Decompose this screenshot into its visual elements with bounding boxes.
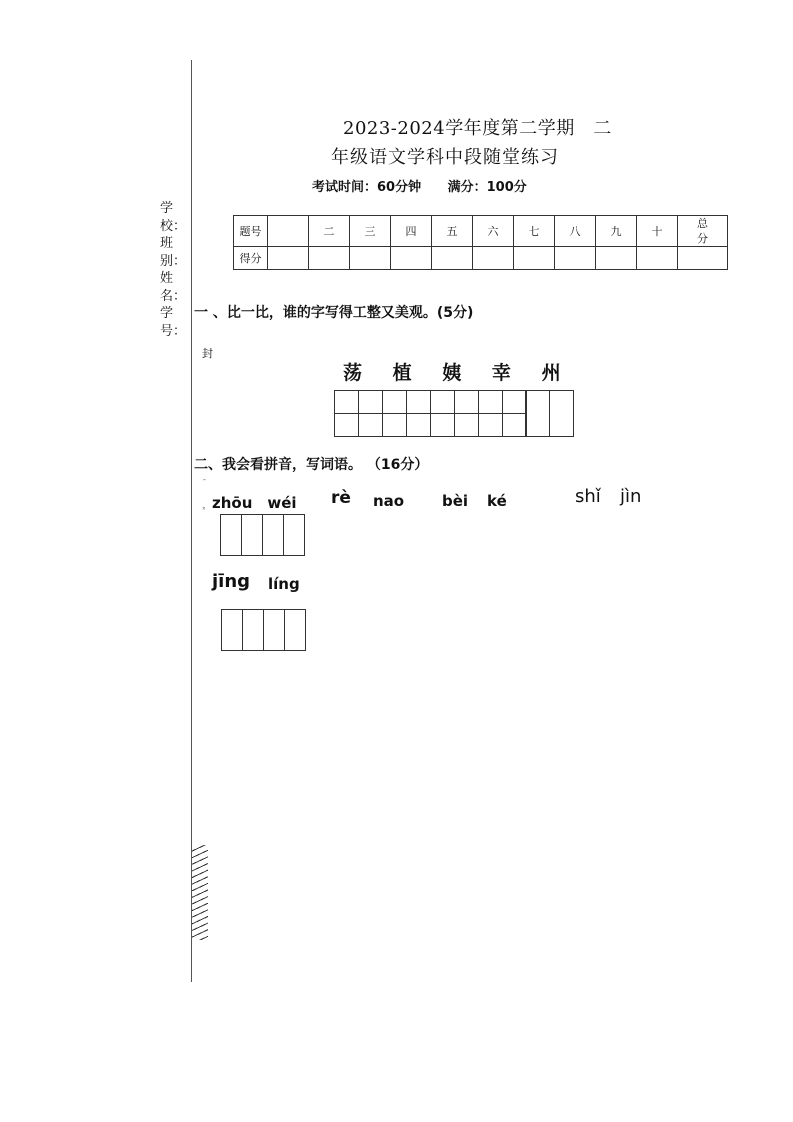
answer-box[interactable] — [263, 515, 284, 555]
writing-cell[interactable] — [359, 414, 383, 437]
score-cell[interactable] — [432, 247, 473, 270]
score-table — [233, 215, 728, 270]
side-label: 学 — [160, 306, 174, 321]
writing-cell[interactable] — [479, 414, 503, 437]
answer-box[interactable] — [284, 515, 304, 555]
row-label-question: 题号 — [234, 216, 268, 247]
full-score: 满分：100分 — [447, 180, 527, 195]
student-info-labels — [160, 200, 187, 340]
writing-cell[interactable] — [335, 414, 359, 437]
answer-box[interactable] — [221, 515, 242, 555]
side-label: 学 — [160, 201, 174, 216]
title-line-2: 年级语文学科中段随堂练习 — [331, 147, 559, 168]
side-label: 校： — [160, 218, 187, 234]
practice-char: 姨 — [442, 362, 462, 384]
answer-boxes-1 — [220, 514, 305, 556]
section-1-title: 一 、比一比，谁的字写得工整又美观。(5分) — [194, 305, 474, 321]
writing-cell[interactable] — [455, 414, 479, 437]
score-cell[interactable] — [350, 247, 391, 270]
total-label — [678, 216, 728, 247]
practice-char: 植 — [392, 362, 412, 384]
score-cell[interactable] — [596, 247, 637, 270]
practice-char: 幸 — [491, 362, 511, 384]
exam-time: 考试时间：60分钟 — [312, 180, 422, 195]
total-score-cell[interactable] — [678, 247, 728, 270]
pinyin-bei: bèi — [442, 492, 469, 510]
writing-cell[interactable] — [526, 391, 550, 437]
answer-box[interactable] — [264, 610, 285, 650]
section-2-title: 二、我会看拼音，写词语。 （16分） — [194, 457, 429, 473]
title-line-1: 2023-2024学年度第二学期 二 — [343, 118, 612, 139]
question-number: 八 — [555, 216, 596, 247]
score-cell[interactable] — [268, 247, 309, 270]
answer-boxes-2 — [221, 609, 306, 651]
binding-line — [191, 60, 192, 982]
side-label: 姓 — [160, 271, 174, 286]
pinyin-zhou-wei: zhōu wéi — [212, 494, 297, 512]
question-number — [268, 216, 309, 247]
writing-cell[interactable] — [431, 414, 455, 437]
answer-box[interactable] — [222, 610, 243, 650]
question-number: 三 — [350, 216, 391, 247]
pinyin-jin: jìn — [620, 486, 642, 507]
writing-cell[interactable] — [359, 391, 383, 414]
score-cell[interactable] — [309, 247, 350, 270]
score-cell[interactable] — [555, 247, 596, 270]
practice-characters — [343, 358, 585, 385]
question-number: 六 — [473, 216, 514, 247]
writing-cell[interactable] — [383, 391, 407, 414]
practice-char: 州 — [541, 362, 561, 384]
total-label-bottom: 分 — [697, 232, 708, 245]
pinyin-jing: jīng — [212, 571, 251, 592]
side-label: 别： — [160, 253, 187, 269]
question-number: 四 — [391, 216, 432, 247]
answer-box[interactable] — [243, 610, 264, 650]
total-label-top: 总 — [697, 217, 708, 230]
pinyin-re: rè — [331, 488, 351, 508]
score-cell[interactable] — [514, 247, 555, 270]
binding-hatch-marks — [192, 845, 208, 940]
question-number: 五 — [432, 216, 473, 247]
pinyin-ling: líng — [268, 575, 300, 593]
score-cell[interactable] — [473, 247, 514, 270]
writing-grid-tall — [525, 390, 574, 437]
question-number: 九 — [596, 216, 637, 247]
side-label: 班 — [160, 236, 174, 251]
pinyin-ke: ké — [487, 492, 507, 510]
mark-dash: - — [203, 475, 206, 484]
writing-cell[interactable] — [503, 391, 527, 414]
question-number: 十 — [637, 216, 678, 247]
writing-cell[interactable] — [407, 414, 431, 437]
answer-box[interactable] — [285, 610, 305, 650]
writing-cell[interactable] — [335, 391, 359, 414]
writing-grid-small — [334, 390, 527, 437]
writing-cell[interactable] — [455, 391, 479, 414]
question-number: 七 — [514, 216, 555, 247]
writing-cell[interactable] — [503, 414, 527, 437]
row-label-score: 得分 — [234, 247, 268, 270]
seal-character: 封 — [202, 347, 213, 360]
writing-cell[interactable] — [550, 391, 574, 437]
side-label: 名： — [160, 288, 187, 304]
writing-cell[interactable] — [407, 391, 431, 414]
writing-cell[interactable] — [479, 391, 503, 414]
score-cell[interactable] — [391, 247, 432, 270]
score-cell[interactable] — [637, 247, 678, 270]
side-label: 号： — [160, 323, 187, 339]
exam-info — [312, 176, 549, 195]
mark-dot: ˣ — [202, 505, 206, 514]
pinyin-shi: shǐ — [575, 486, 601, 507]
practice-char: 荡 — [343, 362, 363, 384]
pinyin-nao: nao — [373, 492, 405, 510]
writing-cell[interactable] — [431, 391, 455, 414]
answer-box[interactable] — [242, 515, 263, 555]
writing-cell[interactable] — [383, 414, 407, 437]
question-number: 二 — [309, 216, 350, 247]
